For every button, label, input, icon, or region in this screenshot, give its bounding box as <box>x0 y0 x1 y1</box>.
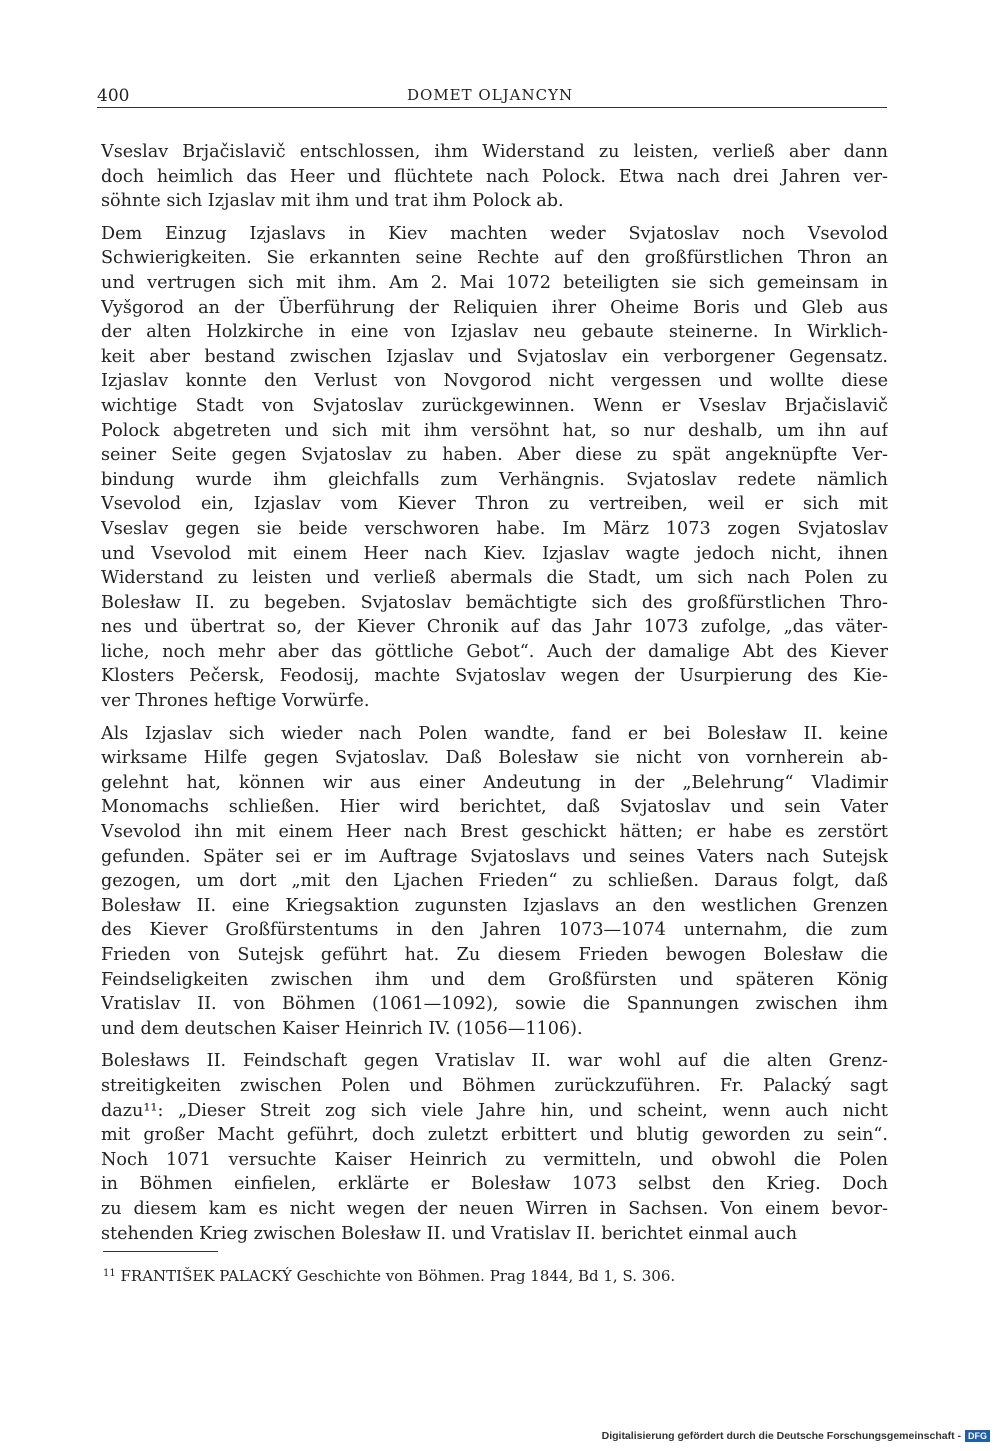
text-line: mit großer Macht geführt, doch zuletzt erbittert und blutig geworden zu sein“. <box>101 1125 888 1146</box>
footnote <box>103 1267 675 1285</box>
text-line: Vsevolod ein, Izjaslav vom Kiever Thron zu vertreiben, weil er sich mit <box>101 494 888 515</box>
text-line: söhnte sich Izjaslav mit ihm und trat ihm Polock ab. <box>101 191 564 212</box>
text-line: in Böhmen einfielen, erklärte er Bolesław 1073 selbst den Krieg. Doch <box>101 1174 888 1195</box>
text-line: Izjaslav konnte den Verlust von Novgorod nicht vergessen und wollte diese <box>101 371 888 392</box>
text-line: Monomachs schließen. Hier wird berichtet, daß Svjatoslav und sein Vater <box>101 797 888 818</box>
paragraph-gap <box>101 214 888 222</box>
text-line: Schwierigkeiten. Sie erkannten seine Rechte auf den großfürstlichen Thron an <box>101 248 888 269</box>
text-line: und vertrugen sich mit ihm. Am 2. Mai 1072 beteiligten sie sich gemeinsam in <box>101 272 888 293</box>
text-line: der alten Holzkirche in eine von Izjaslav neu gebaute steinerne. In Wirklich- <box>101 322 888 343</box>
text-line: Bolesław II. zu begeben. Svjatoslav bemächtigte sich des großfürstlichen Thro- <box>101 592 888 613</box>
footnote-text: FRANTIŠEK PALACKÝ Geschichte von Böhmen. Prag 1844, Bd 1, S. 306. <box>120 1267 676 1285</box>
text-line: ver Thrones heftige Vorwürfe. <box>101 691 370 712</box>
funding-banner <box>602 1428 990 1444</box>
text-line: Vseslav Brjačislavič entschlossen, ihm Widerstand zu leisten, verließ aber dann <box>101 142 888 162</box>
text-line: Vratislav II. von Böhmen (1061—1092), sowie die Spannungen zwischen ihm <box>101 994 888 1015</box>
text-line: Bolesławs II. Feindschaft gegen Vratislav II. war wohl auf die alten Grenz- <box>101 1051 888 1072</box>
paragraph <box>101 722 888 1042</box>
text-line: dazu¹¹: „Dieser Streit zog sich viele Jahre hin, und scheint, wenn auch nicht <box>101 1100 888 1121</box>
text-line: und Vsevolod mit einem Heer nach Kiev. Izjaslav wagte jedoch nicht, ihnen <box>101 543 888 564</box>
text-line: Als Izjaslav sich wieder nach Polen wandte, fand er bei Bolesław II. keine <box>101 723 888 744</box>
footnote-rule <box>103 1251 218 1252</box>
text-line: Vseslav gegen sie beide verschworen habe. Im März 1073 zogen Svjatoslav <box>101 518 888 539</box>
text-line: Bolesław II. eine Kriegsaktion zugunsten Izjaslavs an den westlichen Grenzen <box>101 895 888 916</box>
paragraph <box>101 222 888 714</box>
text-line: Vsevolod ihn mit einem Heer nach Brest geschickt hätten; er habe es zerstört <box>101 822 888 843</box>
text-line: Vyšgorod an der Überführung der Reliquien ihrer Oheime Boris und Gleb aus <box>101 297 888 318</box>
text-line: bindung wurde ihm gleichfalls zum Verhängnis. Svjatoslav redete nämlich <box>101 469 888 490</box>
paragraph <box>101 140 888 214</box>
text-line: nes und übertrat so, der Kiever Chronik auf das Jahr 1073 zufolge, „das väter- <box>101 617 888 638</box>
text-line: und dem deutschen Kaiser Heinrich IV. (1056—1106). <box>101 1018 583 1039</box>
page-number: 400 <box>97 86 130 106</box>
page-header <box>97 86 887 112</box>
footnote-marker: 11 <box>103 1268 116 1279</box>
paragraph-gap <box>101 714 888 722</box>
text-line: Dem Einzug Izjaslavs in Kiev machten weder Svjatoslav noch Vsevolod <box>101 223 888 244</box>
text-line: Polock abgetreten und sich mit ihm versöhnt hat, so nur deshalb, um ihn auf <box>101 420 888 441</box>
dfg-logo: DFG <box>965 1430 990 1442</box>
body-text <box>101 140 888 1246</box>
text-line: doch heimlich das Heer und flüchtete nach Polock. Etwa nach drei Jahren ver- <box>101 166 888 187</box>
text-line: gezogen, um dort „mit den Ljachen Frieden“ zu schließen. Daraus folgt, daß <box>101 871 888 892</box>
running-head: DOMET OLJANCYN <box>407 86 574 104</box>
text-line: Klosters Pečersk, Feodosij, machte Svjatoslav wegen der Usurpierung des Kie- <box>101 666 888 687</box>
text-line: Widerstand zu leisten und verließ abermals die Stadt, um sich nach Polen zu <box>101 568 888 589</box>
text-line: seiner Seite gegen Svjatoslav zu haben. Aber diese zu spät angeknüpfte Ver- <box>101 445 888 466</box>
text-line: streitigkeiten zwischen Polen und Böhmen zurückzuführen. Fr. Palacký sagt <box>101 1075 888 1096</box>
header-rule <box>97 107 887 108</box>
text-line: liche, noch mehr aber das göttliche Gebot“. Auch der damalige Abt des Kiever <box>101 641 888 662</box>
text-line: Feindseligkeiten zwischen ihm und dem Großfürsten und späteren König <box>101 969 888 990</box>
text-line: zu diesem kam es nicht wegen der neuen Wirren in Sachsen. Von einem bevor- <box>101 1198 888 1219</box>
text-line: gefunden. Später sei er im Auftrage Svjatoslavs und seines Vaters nach Sutejsk <box>101 846 888 867</box>
text-line: Noch 1071 versuchte Kaiser Heinrich zu vermitteln, und obwohl die Polen <box>101 1149 888 1170</box>
text-line: gelehnt hat, können wir aus einer Andeutung in der „Belehrung“ Vladimir <box>101 772 888 793</box>
paragraph <box>101 1049 888 1246</box>
text-line: des Kiever Großfürstentums in den Jahren 1073—1074 unternahm, die zum <box>101 920 888 941</box>
text-line: Frieden von Sutejsk geführt hat. Zu diesem Frieden bewogen Bolesław die <box>101 945 888 965</box>
banner-text: Digitalisierung gefördert durch die Deutsche Forschungsgemeinschaft - <box>601 1430 961 1442</box>
text-line: stehenden Krieg zwischen Bolesław II. und Vratislav II. berichtet einmal auch <box>101 1223 798 1244</box>
text-line: wichtige Stadt von Svjatoslav zurückgewinnen. Wenn er Vseslav Brjačislavič <box>101 395 888 416</box>
text-line: wirksame Hilfe gegen Svjatoslav. Daß Bolesław sie nicht von vornherein ab- <box>101 748 888 769</box>
paragraph-gap <box>101 1041 888 1049</box>
text-line: keit aber bestand zwischen Izjaslav und Svjatoslav ein verborgener Gegensatz. <box>101 346 888 367</box>
